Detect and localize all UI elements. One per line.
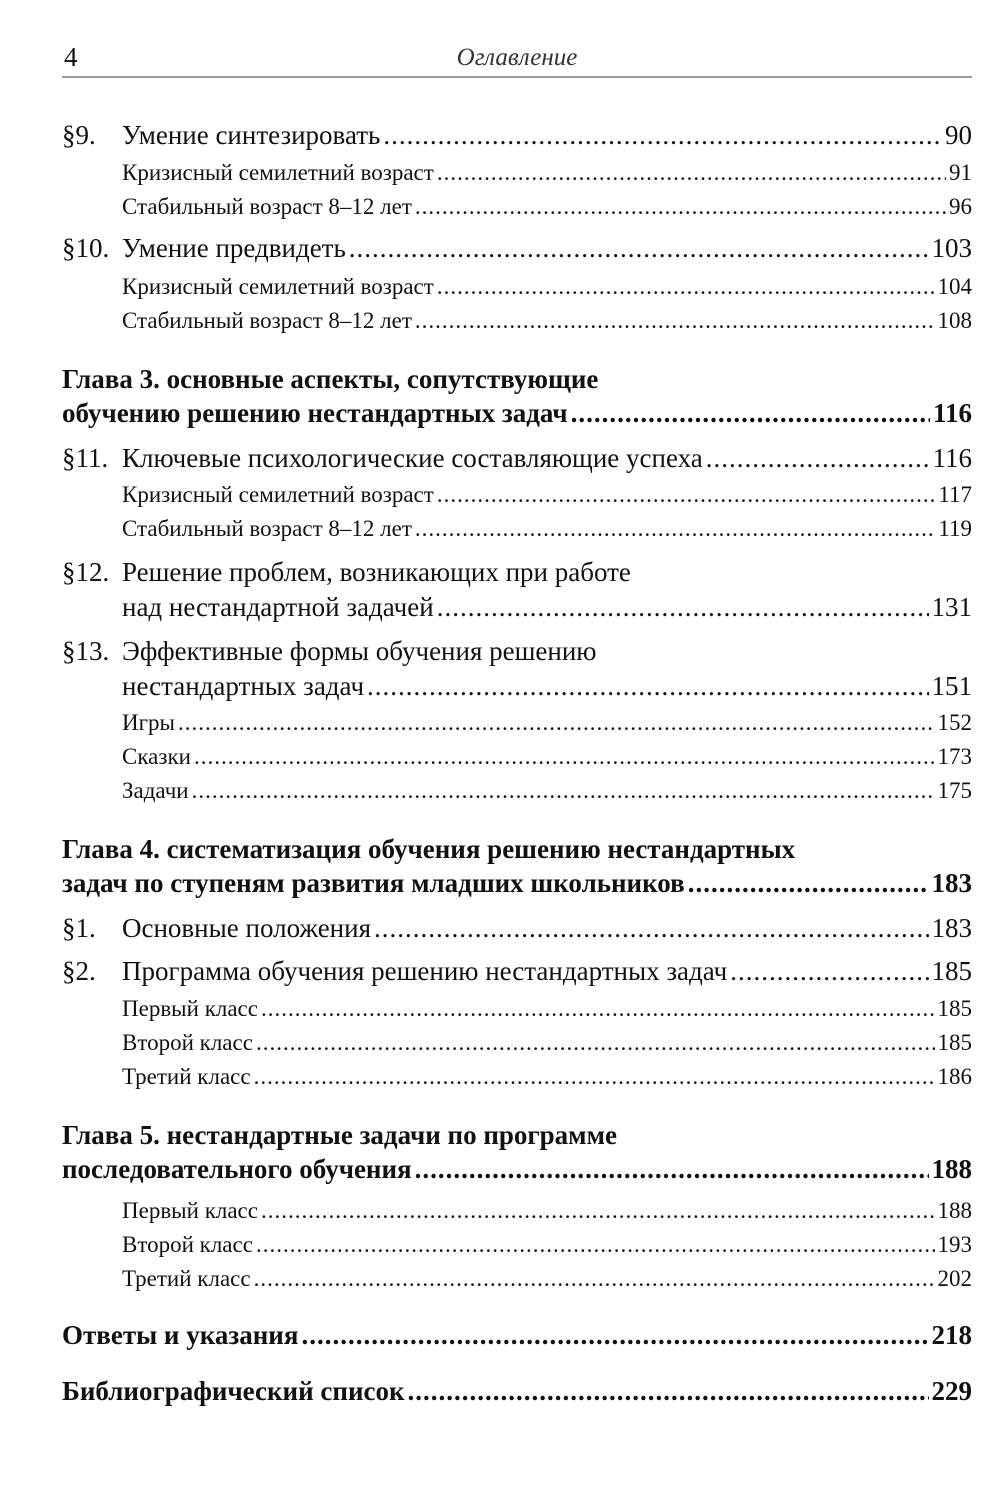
toc-subsection[interactable] (122, 274, 972, 300)
toc-subsection[interactable] (122, 1030, 972, 1056)
chapter-title: Библиографический список (62, 1376, 405, 1406)
leader-dots (408, 1376, 929, 1407)
section-number: §11. (62, 443, 109, 473)
page-ref: 175 (937, 778, 972, 803)
page-ref: 91 (949, 160, 972, 185)
leader-dots (261, 996, 935, 1022)
subsection-title: Игры (122, 710, 175, 735)
subsection-title: Кризисный семилетний возраст (122, 482, 434, 507)
chapter-title: Ответы и указания (62, 1320, 299, 1350)
toc-subsection[interactable] (122, 194, 972, 220)
toc-section-12-line-2[interactable] (122, 592, 972, 623)
page-ref: 108 (937, 308, 972, 333)
page-ref: 104 (937, 274, 972, 299)
toc-section-12-line-1[interactable] (62, 557, 972, 588)
subsection-title: Третий класс (122, 1266, 251, 1291)
page-ref: 119 (938, 516, 972, 541)
toc-section-11[interactable] (62, 443, 972, 474)
page-ref: 116 (932, 443, 972, 473)
section-title: Умение предвидеть (122, 233, 346, 263)
section-title: Программа обучения решению нестандартных задач (122, 956, 728, 986)
section-title: Эффективные формы обучения решению (122, 636, 597, 666)
toc-subsection[interactable] (122, 1064, 972, 1090)
leader-dots (301, 1320, 928, 1351)
page-ref: 185 (931, 956, 972, 986)
leader-dots (254, 1266, 935, 1292)
subsection-title: Стабильный возраст 8–12 лет (122, 516, 412, 541)
section-title: Решение проблем, возникающих при работе (122, 557, 631, 587)
page-ref: 116 (932, 398, 972, 428)
page-number: 4 (64, 42, 78, 72)
leader-dots (367, 671, 928, 702)
leader-dots (383, 120, 942, 151)
section-title: над нестандартной задачей (122, 592, 434, 622)
leader-dots (415, 516, 935, 542)
page-ref: 186 (937, 1064, 972, 1089)
chapter-title: Глава 5. нестандартные задачи по программе (62, 1120, 617, 1150)
section-title: Умение синтезировать (122, 120, 381, 150)
page-ref: 117 (938, 482, 972, 507)
page-ref: 173 (937, 744, 972, 769)
subsection-title: Сказки (122, 744, 191, 769)
section-title: Основные положения (122, 913, 371, 943)
leader-dots (571, 398, 930, 429)
leader-dots (256, 1232, 935, 1258)
toc-answers[interactable] (62, 1320, 972, 1351)
subsection-title: Стабильный возраст 8–12 лет (122, 308, 412, 333)
toc-subsection[interactable] (122, 778, 972, 804)
section-title: Ключевые психологические составляющие успеха (122, 443, 703, 473)
chapter-title: Глава 3. основные аспекты, сопутствующие (62, 364, 599, 394)
chapter-title: последовательного обучения (62, 1154, 412, 1184)
toc-section-9[interactable] (62, 120, 972, 151)
toc-section-10[interactable] (62, 233, 972, 264)
section-number: §2. (62, 956, 96, 986)
section-number: §12. (62, 557, 110, 587)
toc-subsection[interactable] (122, 710, 972, 736)
section-title: нестандартных задач (122, 671, 365, 701)
toc-subsection[interactable] (122, 744, 972, 770)
leader-dots (437, 160, 946, 186)
page-header (62, 40, 972, 78)
page-ref: 193 (937, 1232, 972, 1257)
subsection-title: Второй класс (122, 1232, 253, 1257)
toc-chapter-5-line-1[interactable] (62, 1120, 972, 1151)
section-number: §10. (62, 233, 110, 263)
page-ref: 185 (937, 1030, 972, 1055)
page-ref: 103 (931, 233, 972, 263)
toc-chapter-5-line-2[interactable] (62, 1154, 972, 1185)
page-ref: 183 (931, 868, 972, 898)
leader-dots (178, 710, 935, 736)
leader-dots (349, 233, 929, 264)
page-ref: 151 (931, 671, 972, 701)
section-number: §1. (62, 913, 96, 943)
toc-section-13-line-1[interactable] (62, 636, 972, 667)
page-ref: 185 (937, 996, 972, 1021)
page-ref: 96 (949, 194, 972, 219)
toc-subsection[interactable] (122, 308, 972, 334)
subsection-title: Кризисный семилетний возраст (122, 274, 434, 299)
leader-dots (415, 308, 935, 334)
leader-dots (374, 913, 929, 944)
leader-dots (415, 194, 946, 220)
toc-section-2[interactable] (62, 956, 972, 987)
leader-dots (437, 274, 935, 300)
toc-subsection[interactable] (122, 1266, 972, 1292)
chapter-title: Глава 4. систематизация обучения решению нестандартных (62, 834, 796, 864)
toc-chapter-4-line-2[interactable] (62, 868, 972, 899)
toc-chapter-4-line-1[interactable] (62, 834, 972, 865)
toc-subsection[interactable] (122, 996, 972, 1022)
section-number: §13. (62, 636, 110, 666)
page-ref: 183 (931, 913, 972, 943)
toc-subsection[interactable] (122, 160, 972, 186)
page-ref: 188 (937, 1198, 972, 1223)
subsection-title: Первый класс (122, 1198, 258, 1223)
page-ref: 131 (931, 592, 972, 622)
toc-section-13-line-2[interactable] (122, 671, 972, 702)
leader-dots (261, 1198, 935, 1224)
page-ref: 188 (931, 1154, 972, 1184)
toc-subsection[interactable] (122, 1198, 972, 1224)
leader-dots (256, 1030, 935, 1056)
leader-dots (437, 482, 936, 508)
leader-dots (254, 1064, 935, 1090)
subsection-title: Первый класс (122, 996, 258, 1021)
toc-chapter-3-line-1[interactable] (62, 364, 972, 395)
toc-subsection[interactable] (122, 1232, 972, 1258)
running-title: Оглавление (456, 44, 578, 71)
leader-dots (194, 744, 935, 770)
section-number: §9. (62, 120, 96, 150)
page-ref: 202 (937, 1266, 972, 1291)
subsection-title: Задачи (122, 778, 189, 803)
page-ref: 152 (937, 710, 972, 735)
subsection-title: Кризисный семилетний возраст (122, 160, 434, 185)
leader-dots (192, 778, 935, 804)
page-ref: 90 (945, 120, 972, 150)
toc-bibliography[interactable] (62, 1376, 972, 1407)
chapter-title: задач по ступеням развития младших школьников (62, 868, 685, 898)
toc-chapter-3-line-2[interactable] (62, 398, 972, 429)
toc-subsection[interactable] (122, 516, 972, 542)
leader-dots (415, 1154, 929, 1185)
toc-subsection[interactable] (122, 482, 972, 508)
subsection-title: Стабильный возраст 8–12 лет (122, 194, 412, 219)
subsection-title: Третий класс (122, 1064, 251, 1089)
leader-dots (706, 443, 930, 474)
page-ref: 229 (931, 1376, 972, 1406)
leader-dots (730, 956, 928, 987)
chapter-title: обучению решению нестандартных задач (62, 398, 568, 428)
leader-dots (688, 868, 929, 899)
leader-dots (437, 592, 929, 623)
page-ref: 218 (931, 1320, 972, 1350)
toc-section-1[interactable] (62, 913, 972, 944)
subsection-title: Второй класс (122, 1030, 253, 1055)
